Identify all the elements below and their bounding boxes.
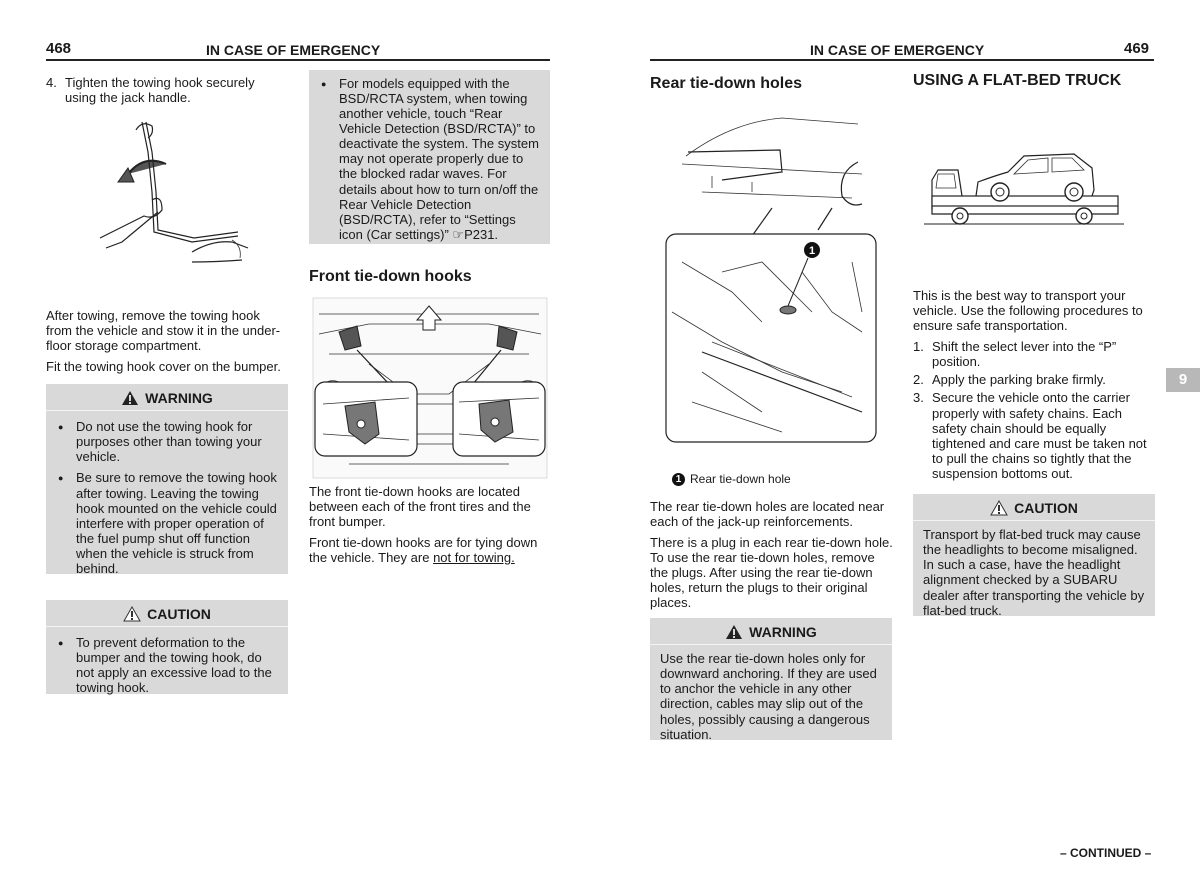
warning-item-text: Be sure to remove the towing hook after towing. Leaving the towing hook mounted on the vehicle could interfere with proper operation of the fuel pump shut off function when the vehicle is struck from behind.: [76, 470, 277, 576]
fit-cover-paragraph: Fit the towing hook cover on the bumper.: [46, 359, 281, 375]
after-towing-paragraph: After towing, remove the towing hook from the vehicle and stow it in the under-floor storage compartment.: [46, 308, 281, 354]
flatbed-text: [913, 288, 1155, 484]
section-tab: 9: [1166, 368, 1200, 392]
step-text: Shift the select lever into the “P” position.: [932, 339, 1117, 370]
legend-label: Rear tie-down hole: [690, 472, 791, 486]
step-text: Tighten the towing hook securely using the jack handle.: [65, 75, 255, 106]
warning-item: [56, 419, 278, 464]
step-text: Apply the parking brake firmly.: [932, 372, 1106, 388]
header-rule-left: [46, 59, 550, 61]
bullet-icon: [56, 635, 76, 695]
para2-prefix: Front tie-down hooks are for tying down the vehicle. They are: [309, 535, 538, 566]
warning-triangle-icon: [121, 390, 139, 406]
header-rule-right: [650, 59, 1154, 61]
bullet-icon: [319, 76, 339, 242]
caution-text: Transport by flat-bed truck may cause the headlights to become misaligned. In such a case, have the headlight alignment checked by a SUBARU dealer after transporting the vehicle by flat-bed truck.: [923, 527, 1145, 618]
caution-title: CAUTION: [147, 606, 211, 622]
caution-box-left: [46, 600, 288, 694]
flatbed-heading: USING A FLAT-BED TRUCK: [913, 72, 1122, 89]
warning-item-text: Do not use the towing hook for purposes other than towing your vehicle.: [76, 419, 262, 465]
step-number: 1.: [913, 339, 924, 355]
rear-holes-heading: Rear tie-down holes: [650, 75, 803, 92]
flatbed-step: [913, 390, 1155, 480]
figure-legend: [672, 473, 791, 487]
after-towing-text: [46, 308, 288, 380]
step-text: Secure the vehicle onto the carrier properly with safety chains. Each safety chain should be equally tightened and care must be taken not to pull the chains so tightly that the suspension bottoms out.: [932, 390, 1147, 481]
flatbed-step: [913, 339, 1155, 369]
front-hooks-text: [309, 484, 550, 571]
front-hooks-para2: [309, 535, 550, 565]
not-for-towing-text: not for towing.: [433, 550, 515, 566]
caution-header: [913, 494, 1155, 521]
caution-item-text: To prevent deformation to the bumper and the towing hook, do not apply an excessive load to the towing hook.: [76, 635, 272, 696]
page-number-right: 469: [1124, 40, 1150, 57]
front-tie-down-illustration: [309, 294, 551, 482]
bullet-icon: [56, 470, 76, 576]
bullet-icon: [56, 419, 76, 464]
caution-triangle-icon: [990, 500, 1008, 516]
warning-title: WARNING: [145, 390, 213, 406]
running-head-left: IN CASE OF EMERGENCY: [206, 42, 381, 58]
caution-box-right: [913, 494, 1155, 616]
step-number: 4.: [46, 75, 57, 90]
warning-header: [650, 618, 892, 645]
step-number: 3.: [913, 390, 924, 406]
jack-handle-illustration: [92, 112, 252, 272]
warning-box-left: [46, 384, 288, 574]
rear-holes-para1: The rear tie-down holes are located near each of the jack-up reinforcements.: [650, 499, 885, 530]
flatbed-intro: This is the best way to transport your vehicle. Use the following procedures to ensure safe transportation.: [913, 288, 1143, 334]
caution-title: CAUTION: [1014, 500, 1078, 516]
bsd-note-box: [309, 70, 550, 244]
warning-title: WARNING: [749, 624, 817, 640]
continued-label: – CONTINUED –: [1060, 846, 1152, 860]
step-number: 2.: [913, 372, 924, 388]
bsd-note-text: For models equipped with the BSD/RCTA system, when towing another vehicle, touch “Rear Vehicle Detection (BSD/RCTA)” to deactivate the system. The system may not operate properly due to the blocked radar waves. For details about how to turn on/off the Rear Vehicle Detection (BSD/RCTA), refer to “Settings icon (Car settings)” ☞P231.: [339, 76, 539, 242]
callout-number: 1: [808, 245, 816, 257]
step-4: [46, 75, 288, 108]
warning-item: [56, 470, 278, 576]
flatbed-step: [913, 372, 1155, 387]
warning-box-right: [650, 618, 892, 740]
caution-triangle-icon: [123, 606, 141, 622]
rear-holes-text: [650, 499, 894, 617]
front-hooks-heading: Front tie-down hooks: [309, 268, 472, 285]
caution-item: [56, 635, 278, 695]
flatbed-truck-illustration: [924, 140, 1124, 228]
warning-header: [46, 384, 288, 411]
rear-holes-para2: There is a plug in each rear tie-down hole. To use the rear tie-down holes, remove the plugs. After using the rear tie-down holes, return the plugs to their original places.: [650, 535, 893, 611]
warning-text: Use the rear tie-down holes only for downward anchoring. If they are used to anchor the vehicle in any other direction, cables may slip out of the holes, possibly causing a dangerous situation.: [660, 651, 877, 742]
front-hooks-para1: The front tie-down hooks are located between each of the front tires and the front bumper.: [309, 484, 531, 530]
warning-triangle-icon: [725, 624, 743, 640]
running-head-right: IN CASE OF EMERGENCY: [810, 42, 985, 58]
caution-header: [46, 600, 288, 627]
rear-tie-down-illustration: [662, 112, 882, 446]
legend-number-badge: 1: [672, 473, 685, 486]
page-number-left: 468: [46, 40, 72, 57]
